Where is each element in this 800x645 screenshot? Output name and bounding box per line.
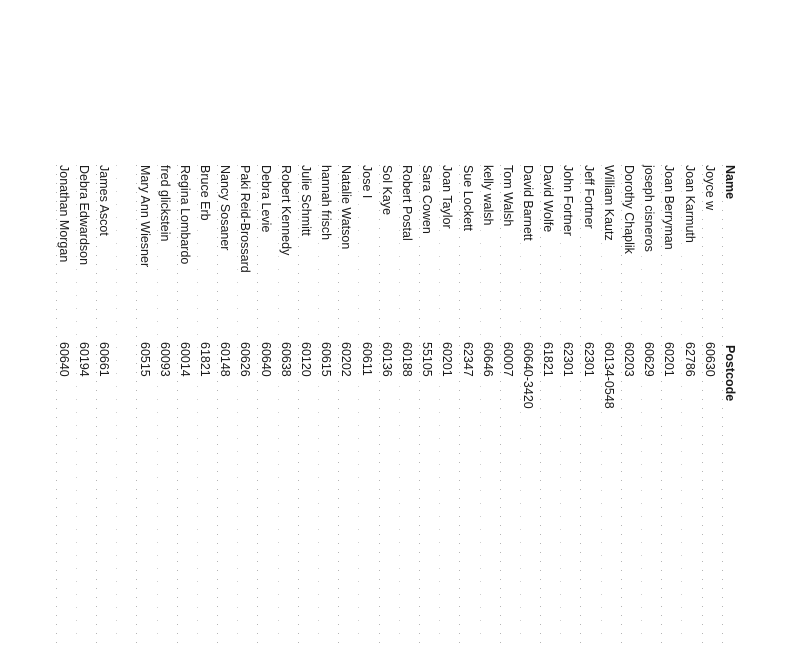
row-postcode: 60640-3420: [521, 342, 536, 409]
row-postcode: 60515: [137, 342, 152, 377]
table-row: [54, 165, 74, 645]
table-row: [296, 165, 316, 645]
contact-table: [54, 165, 740, 645]
dotted-rule: [681, 165, 682, 645]
table-header-row: [720, 165, 740, 645]
row-name: fred glickstein: [157, 165, 172, 242]
dotted-rule: [318, 165, 319, 645]
table-row: [397, 165, 417, 645]
row-postcode: 60093: [157, 342, 172, 377]
row-postcode: 60201: [662, 342, 677, 377]
column-header-postcode: Postcode: [723, 345, 737, 402]
row-postcode: 60640: [56, 342, 71, 377]
dotted-rule: [136, 165, 137, 645]
row-postcode: 60148: [218, 342, 233, 377]
dotted-rule: [157, 165, 158, 645]
dotted-rule: [439, 165, 440, 645]
row-postcode: 55105: [420, 342, 435, 377]
table-row: [316, 165, 336, 645]
row-name: Jeff Fortner: [581, 165, 596, 229]
table-row: [659, 165, 679, 645]
row-postcode: 62301: [561, 342, 576, 377]
row-name: Regina Lombardo: [177, 165, 192, 265]
row-name: hannah frisch: [319, 165, 334, 241]
table-row: [457, 165, 477, 645]
table-row: [558, 165, 578, 645]
dotted-rule: [540, 165, 541, 645]
table-row: [155, 165, 175, 645]
column-header-name: Name: [723, 165, 737, 200]
dotted-rule: [96, 165, 97, 645]
row-name: Jonathan Morgan: [56, 165, 71, 263]
dotted-rule: [237, 165, 238, 645]
row-name: Robert Kennedy: [278, 165, 293, 256]
dotted-rule: [661, 165, 662, 645]
row-name: James Ascot: [97, 165, 112, 236]
row-postcode: 61821: [198, 342, 213, 377]
row-name: John Fortner: [561, 165, 576, 236]
table-row: [276, 165, 296, 645]
row-postcode: 60630: [702, 342, 717, 377]
dotted-rule: [258, 165, 259, 645]
row-name: Sol Kaye: [379, 165, 394, 216]
table-row: [579, 165, 599, 645]
dotted-rule: [197, 165, 198, 645]
dotted-rule: [459, 165, 460, 645]
row-postcode: 62786: [682, 342, 697, 377]
row-postcode: 60611: [359, 342, 374, 376]
dotted-rule: [581, 165, 582, 645]
dotted-rule: [520, 165, 521, 645]
table-row: [215, 165, 235, 645]
table-row: [599, 165, 619, 645]
row-postcode: 60188: [400, 342, 414, 377]
row-postcode: 60203: [622, 342, 637, 377]
dotted-rule: [722, 165, 723, 645]
row-name: Joan Taylor: [440, 165, 455, 229]
dotted-rule: [601, 165, 602, 645]
dotted-rule: [399, 165, 400, 645]
row-name: kelly walsh: [480, 165, 495, 226]
table-row: [639, 165, 659, 645]
table-row: [619, 165, 639, 645]
table-row: [417, 165, 437, 645]
table-row: [114, 165, 134, 645]
row-name: Natalie Watson: [339, 165, 354, 250]
row-name: Dorothy Chaplik: [622, 165, 637, 254]
table-row: [377, 165, 397, 645]
row-name: Julie Schmitt: [299, 165, 314, 236]
table-row: [94, 165, 114, 645]
row-postcode: 60640: [258, 342, 273, 377]
table-row: [256, 165, 276, 645]
row-postcode: 60646: [480, 342, 495, 377]
dotted-rule: [278, 165, 279, 645]
row-name: Bruce Erb: [198, 165, 213, 221]
table-row: [679, 165, 699, 645]
row-postcode: 60661: [97, 342, 112, 377]
dotted-rule: [56, 165, 57, 645]
row-name: Joan Berryman: [662, 165, 677, 250]
row-name: Sara Cowen: [420, 165, 435, 234]
table-row: [498, 165, 518, 645]
row-name: David Wolfe: [541, 165, 556, 233]
dotted-rule: [702, 165, 703, 645]
row-postcode: 60638: [278, 342, 293, 377]
row-postcode: 60014: [177, 342, 192, 377]
row-postcode: 60136: [379, 342, 394, 377]
table-row: [175, 165, 195, 645]
row-postcode: 60615: [319, 342, 334, 377]
table-row: [195, 165, 215, 645]
table-row: [74, 165, 94, 645]
table-row: [356, 165, 376, 645]
row-name: Joan Karmuth: [682, 165, 697, 243]
dotted-rule: [338, 165, 339, 645]
table-row: [700, 165, 720, 645]
dotted-rule: [379, 165, 380, 645]
row-postcode: 60626: [238, 342, 253, 377]
row-postcode: 62347: [460, 342, 475, 377]
table-row: [235, 165, 255, 645]
dotted-rule: [177, 165, 178, 645]
table-body: [54, 165, 720, 645]
dotted-rule: [358, 165, 359, 645]
row-name: Tom Walsh: [500, 165, 515, 227]
row-name: William Kautz: [601, 165, 616, 241]
row-postcode: 62301: [581, 342, 596, 377]
dotted-rule: [419, 165, 420, 645]
row-name: Joyce w: [702, 165, 717, 211]
dotted-rule: [217, 165, 218, 645]
row-name: Sue Lockett: [460, 165, 475, 232]
dotted-rule: [116, 165, 117, 645]
row-name: joseph cisneros: [642, 165, 657, 252]
row-postcode: 60194: [77, 342, 91, 377]
table-row: [518, 165, 538, 645]
row-postcode: 60629: [642, 342, 657, 377]
row-name: Debra Levie: [258, 165, 273, 233]
row-name: Debra Edwardson: [77, 165, 91, 266]
table-row: [437, 165, 457, 645]
row-name: Mary Ann Wiesner: [137, 165, 152, 268]
dotted-rule: [641, 165, 642, 645]
dotted-rule: [480, 165, 481, 645]
dotted-rule: [500, 165, 501, 645]
dotted-rule: [76, 165, 77, 645]
table-row: [538, 165, 558, 645]
row-name: Robert Postal: [400, 165, 414, 241]
dotted-rule: [621, 165, 622, 645]
row-name: David Barnett: [521, 165, 536, 241]
row-postcode: 60134-0548: [601, 342, 616, 409]
row-postcode: 60202: [339, 342, 354, 377]
row-postcode: 61821: [541, 342, 556, 377]
row-postcode: 60007: [500, 342, 515, 377]
row-postcode: 60120: [299, 342, 314, 377]
row-postcode: 60201: [440, 342, 455, 377]
row-name: Jose I: [359, 165, 374, 199]
table-row: [336, 165, 356, 645]
dotted-rule: [298, 165, 299, 645]
row-name: Nancy Sosaner: [218, 165, 233, 251]
dotted-rule: [560, 165, 561, 645]
table-row: [134, 165, 154, 645]
table-row: [478, 165, 498, 645]
row-name: Paki Reid-Brossard: [238, 165, 253, 273]
